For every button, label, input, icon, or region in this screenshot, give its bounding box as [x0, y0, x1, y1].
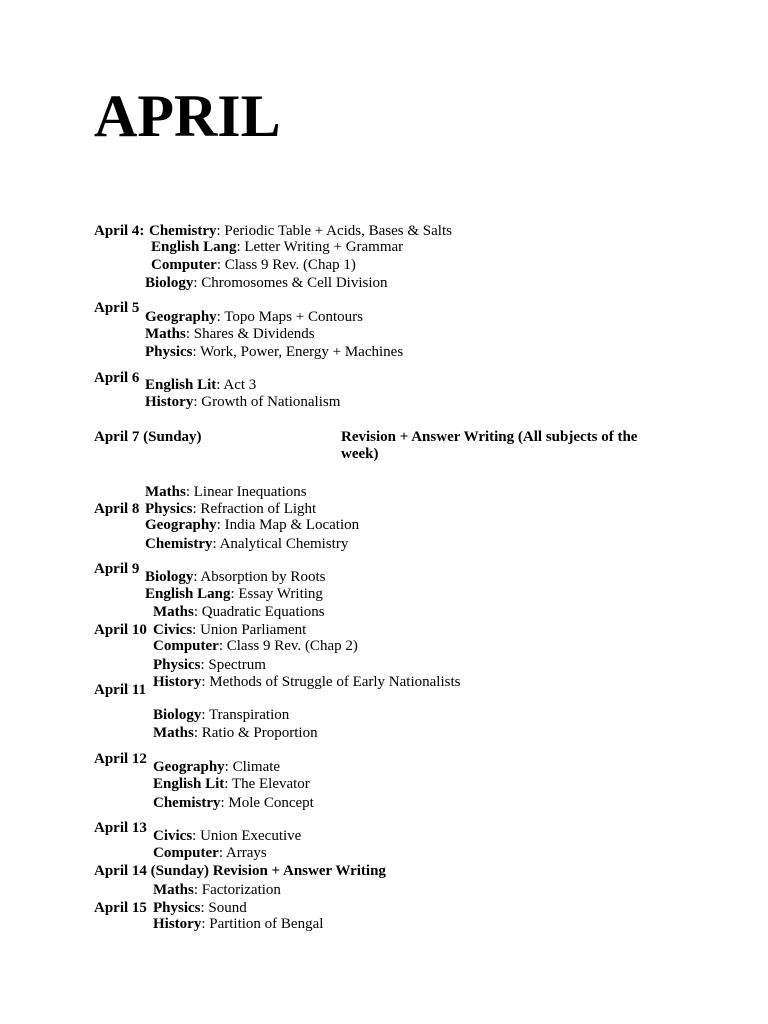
topic-text: : Factorization — [193, 882, 281, 898]
subject-name: Physics — [153, 900, 201, 916]
subject-name: Chemistry — [153, 795, 221, 811]
subject-name: Biology — [145, 569, 194, 585]
schedule-entry — [153, 776, 310, 793]
topic-text: : Climate — [224, 759, 281, 775]
date-label-april-13: April 13 — [94, 820, 147, 836]
topic-text: : Essay Writing — [230, 586, 323, 602]
topic-text: : Absorption by Roots — [193, 569, 326, 585]
subject-name: Physics — [145, 344, 193, 360]
subject-name: Computer — [153, 638, 219, 654]
subject-name: Maths — [145, 326, 186, 342]
subject-name: Chemistry — [149, 223, 217, 239]
schedule-entry — [145, 517, 359, 534]
topic-text: : Class 9 Rev. (Chap 2) — [218, 638, 358, 654]
schedule-entry — [145, 344, 403, 361]
subject-name: English Lang — [151, 239, 237, 255]
topic-text: : Letter Writing + Grammar — [236, 239, 404, 255]
topic-text: : Act 3 — [216, 377, 257, 393]
topic-text: : Linear Inequations — [185, 484, 307, 500]
topic-text: : Mole Concept — [220, 795, 314, 811]
schedule-entry — [153, 882, 281, 899]
topic-text: : Transpiration — [201, 707, 290, 723]
topic-text: : Methods of Struggle of Early Nationalists — [201, 674, 461, 690]
schedule-entry — [145, 275, 388, 292]
topic-text: : Refraction of Light — [192, 501, 317, 517]
date-label-april-4: April 4: — [94, 223, 145, 239]
date-label-april-5: April 5 — [94, 300, 140, 316]
subject-name: History — [153, 674, 202, 690]
date-label-april-6: April 6 — [94, 370, 140, 386]
subject-name: Biology — [153, 707, 202, 723]
topic-text: : Growth of Nationalism — [193, 394, 341, 410]
schedule-entry — [145, 377, 256, 394]
topic-text: : Class 9 Rev. (Chap 1) — [216, 257, 356, 273]
date-label-april-12: April 12 — [94, 751, 147, 767]
schedule-entry — [145, 309, 363, 326]
date-label-april-11: April 11 — [94, 682, 147, 698]
subject-name: Maths — [153, 882, 194, 898]
date-label-april-15: April 15 — [94, 900, 147, 916]
subject-name: History — [153, 916, 202, 932]
subject-name: Maths — [153, 604, 194, 620]
topic-text: : Quadratic Equations — [193, 604, 325, 620]
date-label-april-10: April 10 — [94, 622, 147, 638]
topic-text: : Chromosomes & Cell Division — [193, 275, 388, 291]
topic-text: : Arrays — [218, 845, 267, 861]
topic-text: : Periodic Table + Acids, Bases & Salts — [216, 223, 452, 239]
schedule-entry — [145, 536, 348, 553]
subject-name: Geography — [145, 309, 217, 325]
subject-name: English Lit — [153, 776, 225, 792]
revision-note-april-7: Revision + Answer Writing (All subjects of the week) — [341, 429, 638, 462]
subject-name: History — [145, 394, 194, 410]
topic-text: : The Elevator — [224, 776, 310, 792]
schedule-entry — [153, 657, 266, 674]
schedule-entry — [153, 622, 306, 639]
schedule-entry — [153, 900, 247, 917]
schedule-entry — [145, 394, 340, 411]
topic-text: : India Map & Location — [216, 517, 360, 533]
subject-name: Physics — [145, 501, 193, 517]
schedule-entry — [153, 604, 325, 621]
date-label-april-8: April 8 — [94, 501, 140, 517]
subject-name: English Lang — [145, 586, 231, 602]
topic-text: : Union Parliament — [192, 622, 307, 638]
topic-text: : Work, Power, Energy + Machines — [192, 344, 404, 360]
schedule-entry — [153, 674, 460, 691]
schedule-entry — [149, 223, 452, 240]
topic-text: : Ratio & Proportion — [193, 725, 318, 741]
subject-name: Maths — [153, 725, 194, 741]
subject-name: Computer — [151, 257, 217, 273]
subject-name: Geography — [153, 759, 225, 775]
topic-text: : Sound — [200, 900, 247, 916]
date-label-april-7: April 7 (Sunday) — [94, 429, 202, 445]
topic-text: : Spectrum — [200, 657, 266, 673]
schedule-entry — [153, 916, 323, 933]
subject-name: Chemistry — [145, 536, 213, 552]
schedule-entry — [153, 845, 267, 862]
subject-name: Maths — [145, 484, 186, 500]
subject-name: Biology — [145, 275, 194, 291]
topic-text: : Shares & Dividends — [185, 326, 315, 342]
schedule-entry — [151, 257, 356, 274]
schedule-entry — [153, 828, 301, 845]
schedule-entry — [145, 484, 307, 501]
date-label-april-14: April 14 (Sunday) Revision + Answer Writing — [94, 863, 386, 879]
schedule-entry — [145, 586, 323, 603]
schedule-entry — [153, 795, 314, 812]
topic-text: : Union Executive — [192, 828, 302, 844]
topic-text: : Topo Maps + Contours — [216, 309, 363, 325]
topic-text: : Partition of Bengal — [201, 916, 324, 932]
schedule-entry — [153, 638, 358, 655]
schedule-entry — [151, 239, 403, 256]
subject-name: Civics — [153, 828, 193, 844]
date-label-april-9: April 9 — [94, 561, 140, 577]
schedule-entry — [153, 707, 289, 724]
schedule-entry — [145, 569, 325, 586]
topic-text: : Analytical Chemistry — [212, 536, 349, 552]
subject-name: Geography — [145, 517, 217, 533]
schedule-entry — [145, 501, 316, 518]
schedule-entry — [145, 326, 315, 343]
subject-name: Computer — [153, 845, 219, 861]
subject-name: Civics — [153, 622, 193, 638]
schedule-entry — [153, 725, 318, 742]
subject-name: Physics — [153, 657, 201, 673]
subject-name: English Lit — [145, 377, 217, 393]
page-title: APRIL — [94, 83, 281, 149]
schedule-entry — [153, 759, 280, 776]
